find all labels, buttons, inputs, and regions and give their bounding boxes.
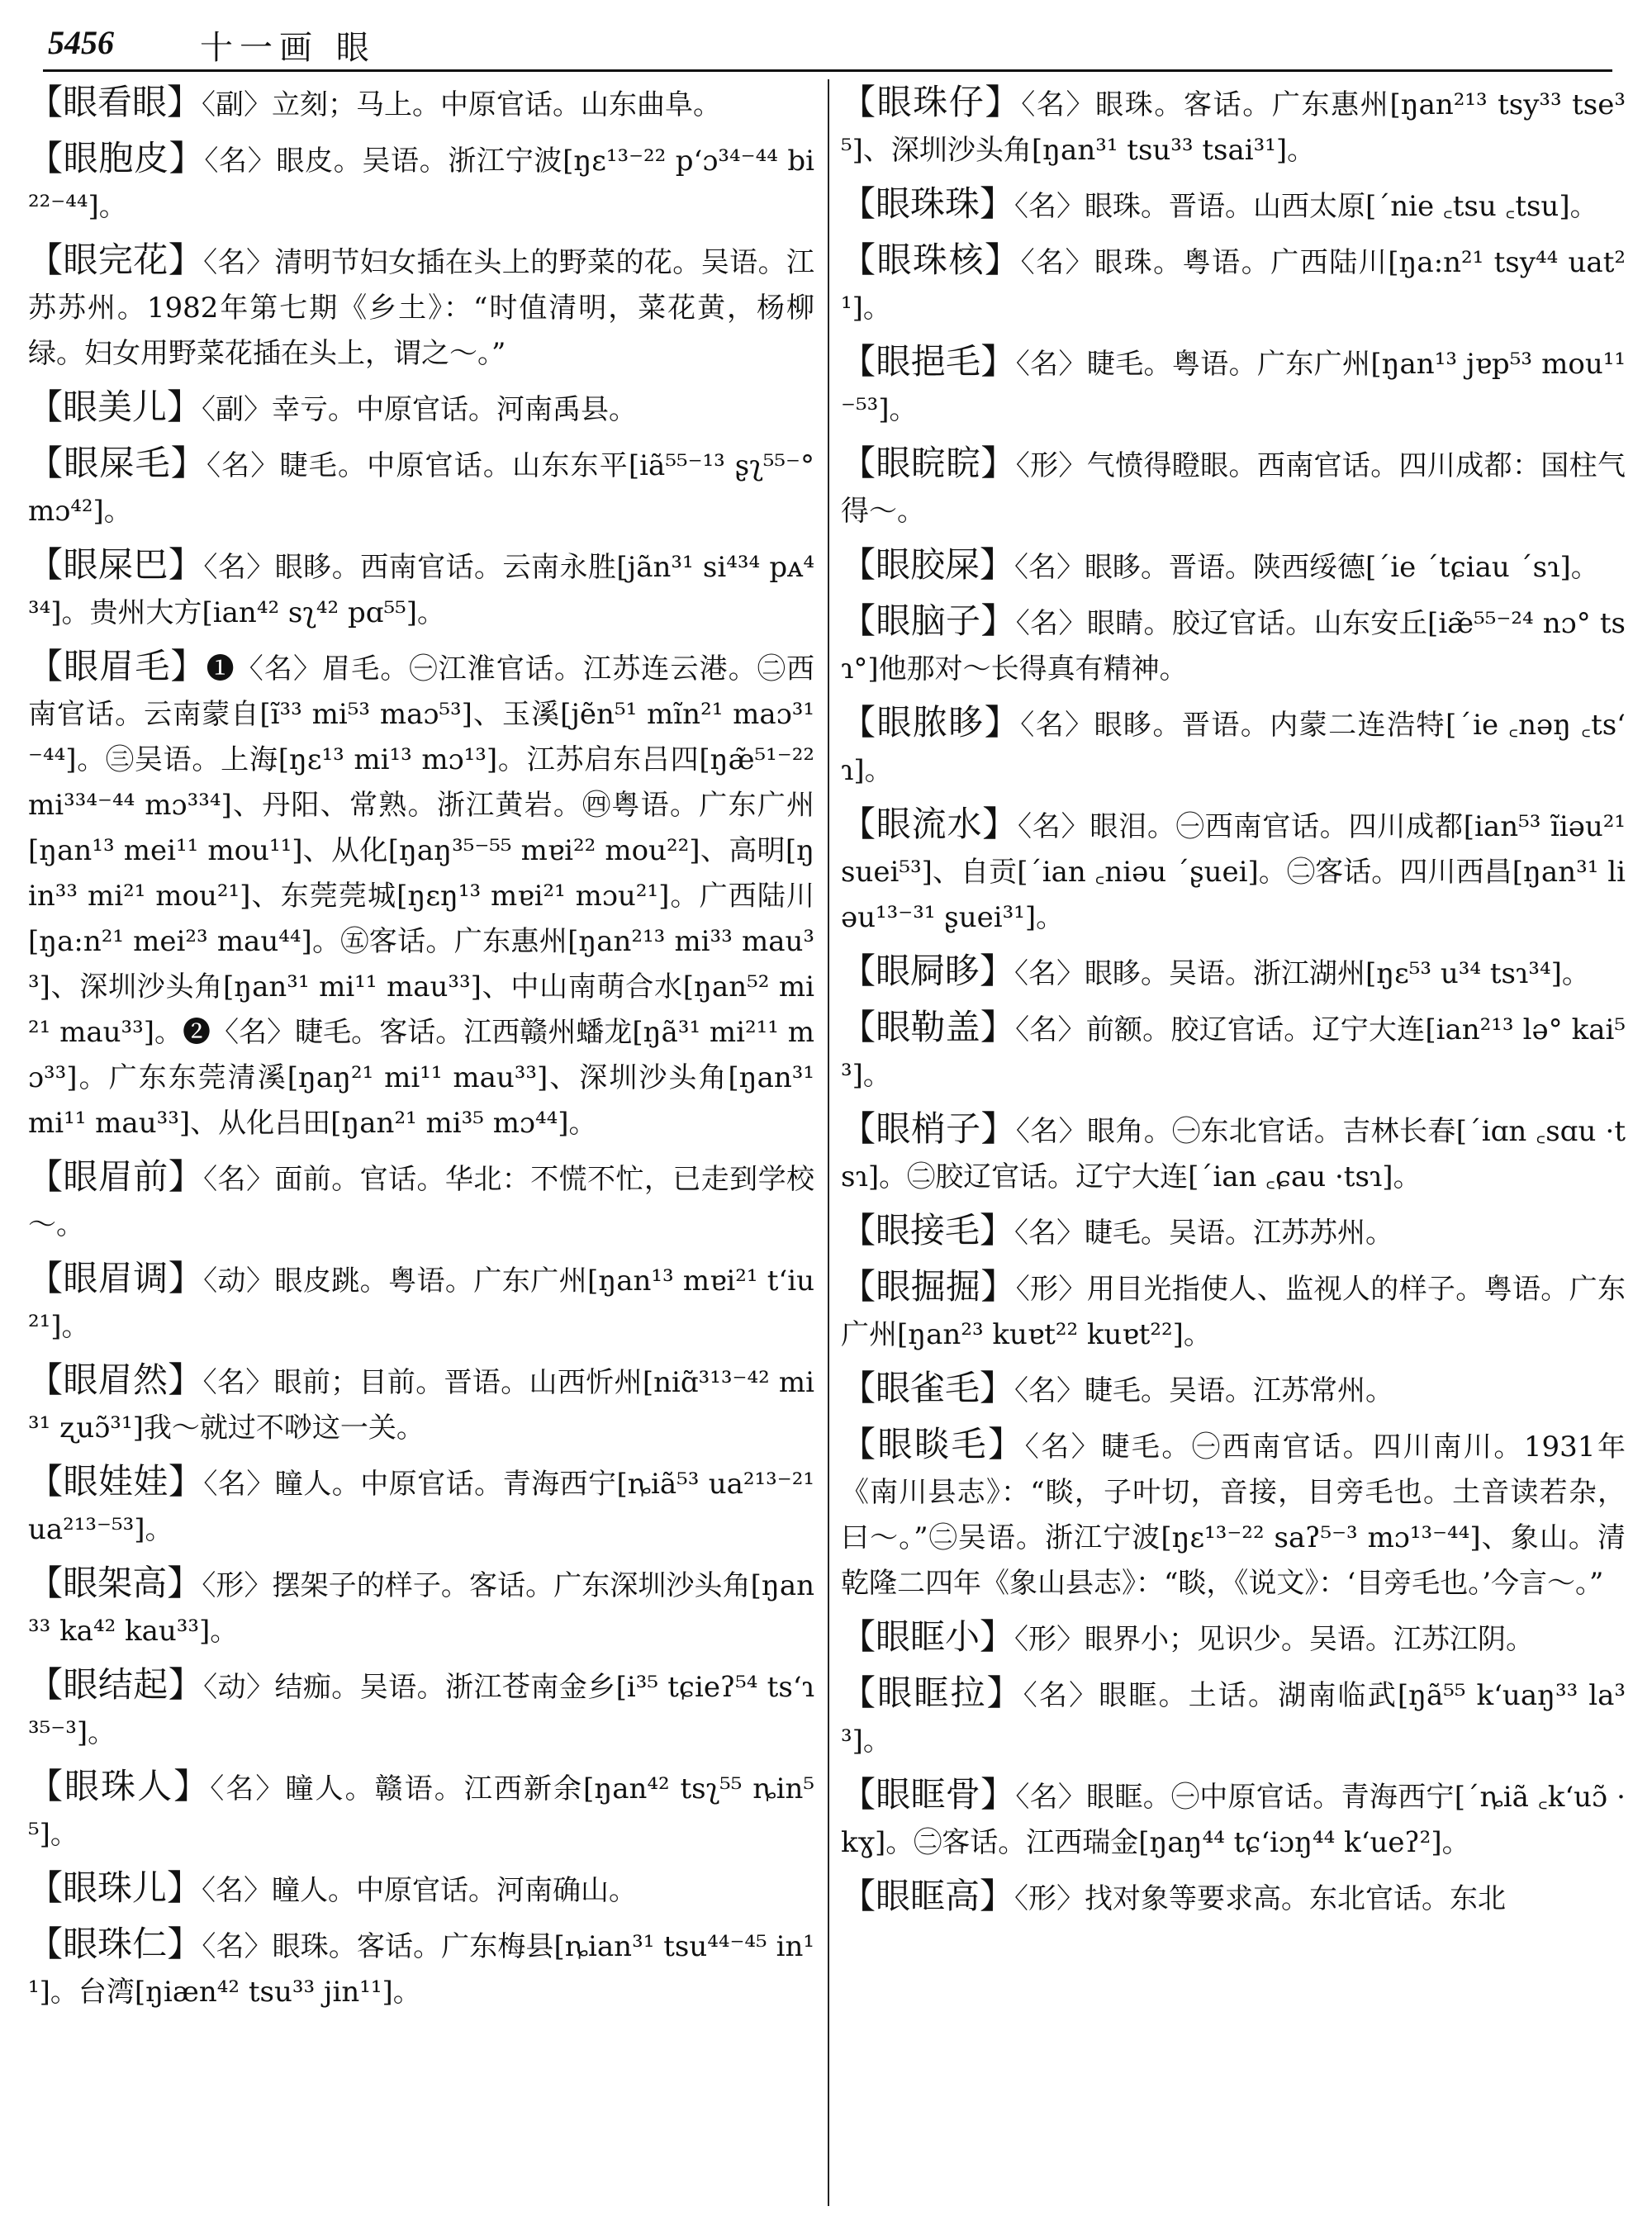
entry-headword: 【眼接毛】	[841, 1210, 1015, 1250]
entry-headword: 【眼屎巴】	[28, 544, 204, 585]
dictionary-entry	[28, 643, 814, 1146]
dictionary-entry	[28, 1662, 814, 1756]
dictionary-entry	[28, 79, 814, 128]
dictionary-entry	[841, 237, 1626, 331]
entry-definition: 〈名〉眼珠。客话。广东梅县[ȵian³¹ tsu⁴⁴⁻⁴⁵ in¹¹]。台湾[ŋiæn⁴² tsu³³ jin¹¹]。	[28, 1930, 814, 2009]
header-title: 十一画 眼	[200, 29, 376, 67]
entry-headword: 【眼屙眵】	[841, 951, 1015, 991]
page-header	[43, 18, 1612, 76]
dictionary-entry	[28, 237, 814, 377]
dictionary-entry	[28, 542, 814, 636]
dictionary-entry	[841, 1670, 1626, 1764]
entry-headword: 【眼珠珠】	[841, 183, 1015, 224]
entry-headword: 【眼结起】	[28, 1664, 204, 1705]
entry-headword: 【眼眶骨】	[841, 1774, 1016, 1815]
entry-headword: 【眼流水】	[841, 804, 1018, 844]
entry-headword: 【眼完花】	[28, 240, 204, 280]
dictionary-entry	[841, 1264, 1626, 1358]
entry-definition: 〈名〉眼睛。胶辽官话。山东安丘[iæ̃⁵⁵⁻²⁴ nɔ° tsɿ°]他那对～长得真有精神。	[841, 607, 1626, 686]
dictionary-entry	[841, 1421, 1626, 1606]
entry-headword: 【眼美儿】	[28, 387, 202, 427]
entry-definition: 〈名〉眼珠。客话。广东惠州[ŋan²¹³ tsy³³ tse³⁵]、深圳沙头角[ŋan³¹ tsu³³ tsai³¹]。	[841, 88, 1626, 167]
entry-definition: 〈形〉找对象等要求高。东北官话。东北	[1014, 1882, 1507, 1915]
entry-definition: ❶〈名〉眉毛。㊀江淮官话。江苏连云港。㊁西南官话。云南蒙自[ĩ³³ mi⁵³ maɔ⁵³]、玉溪[jẽn⁵¹ mĩn²¹ maɔ³¹⁻⁴⁴]。㊂吴语。上海[ŋɛ¹³ mi¹³ mɔ¹³]。江苏启东吕四[ŋæ̃⁵¹⁻²² mi³³⁴⁻⁴⁴ mɔ³³⁴]、丹阳、常熟。浙江黄岩。㊃粤语。广东广州[ŋan¹³ mei¹¹ mou¹¹]、从化[ŋaŋ³⁵⁻⁵⁵ mɐi²² mou²²]、高明[ŋin³³ mi²¹ mou²¹]、东莞莞城[ŋɛŋ¹³ mɐi²¹ mɔu²¹]。广西陆川[ŋa:n²¹ mei²³ mau⁴⁴]。㊄客话。广东惠州[ŋan²¹³ mi³³ mau³³]、深圳沙头角[ŋan³¹ mi¹¹ mau³³]、中山南萌合水[ŋan⁵² mi²¹ mau³³]。❷〈名〉睫毛。客话。江西赣州蟠龙[ŋã³¹ mi²¹¹ mɔ³³]。广东东莞清溪[ŋaŋ²¹ mi¹¹ mau³³]、深圳沙头角[ŋan³¹ mi¹¹ mau³³]、从化吕田[ŋan²¹ mi³⁵ mɔ⁴⁴]。	[28, 652, 814, 1140]
entry-definition: 〈名〉眼眵。西南官话。云南永胜[jãn³¹ si⁴³⁴ pᴀ⁴³⁴]。贵州大方[ian⁴² sʅ⁴² pɑ⁵⁵]。	[28, 551, 814, 629]
entry-definition: 〈名〉眼角。㊀东北官话。吉林长春[ˊiɑn ꜀sɑu ·tsɿ]。㊁胶辽官话。辽宁大连[ˊian ꜀ɕau ·tsɿ]。	[841, 1115, 1626, 1193]
entry-headword: 【眼眶拉】	[841, 1672, 1023, 1713]
entry-headword: 【眼勒盖】	[841, 1007, 1016, 1047]
dictionary-entry	[841, 1004, 1626, 1098]
dictionary-entry	[841, 948, 1626, 997]
column-divider	[828, 79, 829, 2206]
entry-definition: 〈形〉摆架子的样子。客话。广东深圳沙头角[ŋan³³ ka⁴² kau³³]。	[28, 1569, 814, 1648]
entry-definition: 〈名〉睫毛。吴语。江苏常州。	[1014, 1374, 1394, 1407]
entry-headword: 【眼眶小】	[841, 1616, 1015, 1657]
entry-headword: 【眼眉前】	[28, 1156, 204, 1197]
entry-definition: 〈形〉气愤得瞪眼。西南官话。四川成都：国柱气得～。	[841, 449, 1626, 528]
entry-headword: 【眼看眼】	[28, 82, 202, 122]
dictionary-entry	[841, 1106, 1626, 1200]
entry-definition: 〈名〉眼珠。粤语。广西陆川[ŋa:n²¹ tsy⁴⁴ uat²¹]。	[841, 246, 1626, 325]
entry-definition: 〈动〉结痂。吴语。浙江苍南金乡[i³⁵ tɕieʔ⁵⁴ tsʻɿ³⁵⁻³]。	[28, 1671, 814, 1749]
entry-definition: 〈名〉睫毛。㊀西南官话。四川南川。1931年《南川县志》：“睒，子叶切，音接，目旁毛也。土音读若杂，曰～。”㊁吴语。浙江宁波[ŋɛ¹³⁻²² saʔ⁵⁻³ mɔ¹³⁻⁴⁴]、象山。清乾隆二四年《象山县志》：“睒，《说文》：‘目旁毛也。’今言～。”	[841, 1431, 1626, 1600]
entry-definition: 〈名〉睫毛。吴语。江苏苏州。	[1014, 1217, 1394, 1250]
dictionary-entry	[28, 1357, 814, 1451]
dictionary-entry	[841, 339, 1626, 433]
dictionary-entry	[28, 440, 814, 534]
entry-headword: 【眼屎毛】	[28, 443, 206, 483]
entry-headword: 【眼眉调】	[28, 1258, 204, 1298]
entry-headword: 【眼脑子】	[841, 600, 1016, 641]
entry-definition: 〈副〉立刻；马上。中原官话。山东曲阜。	[202, 88, 722, 121]
entry-headword: 【眼娃娃】	[28, 1461, 204, 1502]
header-rule	[43, 69, 1612, 72]
entry-definition: 〈名〉睫毛。粤语。广东广州[ŋan¹³ jɐp⁵³ mou¹¹⁻⁵³]。	[841, 348, 1626, 426]
dictionary-entry	[841, 542, 1626, 591]
entry-headword: 【眼珠仁】	[28, 1924, 202, 1964]
entry-headword: 【眼掘掘】	[841, 1266, 1016, 1307]
entry-headword: 【眼珠仔】	[841, 82, 1022, 122]
dictionary-entry	[841, 440, 1626, 534]
entry-definition: 〈名〉眼眶。㊀中原官话。青海西宁[ˊȵiã ꜀kʻuɔ̃ ·kɣ]。㊁客话。江西瑞金[ŋaŋ⁴⁴ tɕʻiɔŋ⁴⁴ kʻueʔ²]。	[841, 1781, 1626, 1859]
entry-definition: 〈名〉瞳人。赣语。江西新余[ŋan⁴² tsʅ⁵⁵ ȵin⁵⁵]。	[28, 1772, 814, 1851]
entry-definition: 〈名〉眼皮。吴语。浙江宁波[ŋɛ¹³⁻²² pʻɔ³⁴⁻⁴⁴ bi²²⁻⁴⁴]。	[28, 145, 814, 223]
dictionary-entry	[28, 1255, 814, 1350]
dictionary-entry	[28, 1763, 814, 1858]
dictionary-entry	[28, 1154, 814, 1248]
entry-headword: 【眼睆睆】	[841, 443, 1016, 483]
entry-headword: 【眼眶高】	[841, 1876, 1015, 1916]
dictionary-entry	[841, 801, 1626, 941]
entry-definition: 〈名〉前额。胶辽官话。辽宁大连[ian²¹³ lə° kai⁵³]。	[841, 1013, 1626, 1092]
dictionary-entry	[841, 700, 1626, 794]
dictionary-entry	[28, 135, 814, 230]
dictionary-entry	[841, 79, 1626, 173]
entry-definition: 〈名〉眼眵。吴语。浙江湖州[ŋɛ⁵³ u³⁴ tsɿ³⁴]。	[1014, 957, 1590, 990]
entry-definition: 〈名〉眼珠。晋语。山西太原[ˊnie ꜀tsu ꜀tsu]。	[1014, 190, 1598, 223]
dictionary-entry	[28, 1560, 814, 1654]
dictionary-entry	[841, 1873, 1626, 1922]
entry-headword: 【眼珠儿】	[28, 1867, 202, 1908]
right-column	[841, 79, 1626, 2218]
entry-headword: 【眼雀毛】	[841, 1368, 1015, 1408]
dictionary-entry	[28, 1459, 814, 1553]
dictionary-entry	[841, 1614, 1626, 1663]
dictionary-entry	[841, 1208, 1626, 1256]
dictionary-entry	[28, 1921, 814, 2015]
entry-headword: 【眼胶屎】	[841, 544, 1015, 585]
entry-definition: 〈形〉眼界小；见识少。吴语。江苏江阴。	[1014, 1623, 1535, 1656]
entry-headword: 【眼脓眵】	[841, 702, 1021, 743]
entry-definition: 〈副〉幸亏。中原官话。河南禹县。	[202, 393, 638, 426]
entry-definition: 〈名〉眼眵。晋语。陕西绥德[ˊie ˊtɕiau ˊsɿ]。	[1014, 551, 1599, 584]
dictionary-entry	[841, 181, 1626, 230]
entry-definition: 〈名〉眼眵。晋语。内蒙二连浩特[ˊie ꜀nəŋ ꜀tsʻɿ]。	[841, 709, 1626, 787]
entry-definition: 〈名〉眼眶。土话。湖南临武[ŋã⁵⁵ kʻuaŋ³³ la³³]。	[841, 1679, 1626, 1758]
left-column	[28, 79, 814, 2218]
entry-definition: 〈名〉眼泪。㊀西南官话。四川成都[ian⁵³ ĩiəu²¹ suei⁵³]、自贡[ˊian ꜀niəu ˊʂuei]。㊁客话。四川西昌[ŋan³¹ liəu¹³⁻³¹ ʂuei³¹]。	[841, 810, 1626, 934]
entry-definition: 〈名〉清明节妇女插在头上的野菜的花。吴语。江苏苏州。1982年第七期《乡土》：“时值清明，菜花黄，杨柳绿。妇女用野菜花插在头上，谓之～。”	[28, 246, 814, 370]
entry-headword: 【眼梢子】	[841, 1108, 1016, 1149]
entry-definition: 〈名〉瞳人。中原官话。河南确山。	[202, 1874, 638, 1907]
entry-headword: 【眼眉毛】	[28, 646, 206, 686]
entry-headword: 【眼挹毛】	[841, 341, 1016, 382]
entry-headword: 【眼珠人】	[28, 1766, 211, 1806]
page-number: 5456	[48, 24, 114, 61]
entry-definition: 〈形〉用目光指使人、监视人的样子。粤语。广东广州[ŋan²³ kuɐt²² kuɐt²²]。	[841, 1273, 1626, 1351]
dictionary-entry	[28, 384, 814, 433]
entry-headword: 【眼架高】	[28, 1563, 202, 1603]
dictionary-entry	[841, 1365, 1626, 1414]
entry-definition: 〈名〉面前。官话。华北：不慌不忙，已走到学校～。	[28, 1163, 814, 1241]
dictionary-entry	[28, 1865, 814, 1914]
entry-definition: 〈名〉瞳人。中原官话。青海西宁[ȵiã⁵³ ua²¹³⁻²¹ ua²¹³⁻⁵³]。	[28, 1468, 814, 1546]
entry-definition: 〈动〉眼皮跳。粤语。广东广州[ŋan¹³ mɐi²¹ tʻiu²¹]。	[28, 1264, 814, 1343]
entry-headword: 【眼睒毛】	[841, 1424, 1025, 1464]
dictionary-entry	[841, 1772, 1626, 1866]
entry-headword: 【眼珠核】	[841, 240, 1021, 280]
dictionary-entry	[841, 598, 1626, 692]
entry-definition: 〈名〉眼前；目前。晋语。山西忻州[niɑ̃³¹³⁻⁴² mi³¹ ʐuɔ̃³¹]我～就过不唦这一关。	[28, 1366, 814, 1445]
entry-definition: 〈名〉睫毛。中原官话。山东东平[iã⁵⁵⁻¹³ ʂʅ⁵⁵⁻° mɔ⁴²]。	[28, 449, 814, 528]
entry-headword: 【眼胞皮】	[28, 138, 205, 178]
entry-headword: 【眼眉然】	[28, 1359, 203, 1400]
